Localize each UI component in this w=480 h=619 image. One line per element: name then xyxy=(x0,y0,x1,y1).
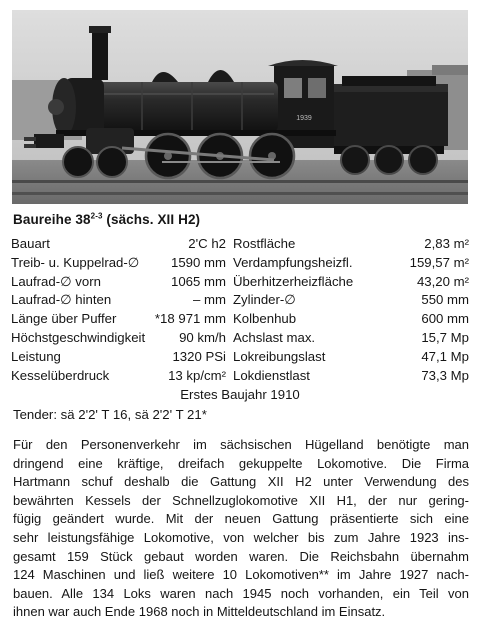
tender-line: Tender: sä 2'2' T 16, sä 2'2' T 21* xyxy=(13,407,207,422)
spec-label: Achslast max. xyxy=(233,329,316,345)
spec-label: Höchstgeschwindigkeit xyxy=(11,329,146,345)
spec-label: Kesselüberdruck xyxy=(11,367,110,383)
spec-value: 15,7 Mp xyxy=(421,329,469,345)
spec-label: Laufrad-∅ vorn xyxy=(11,273,101,289)
spec-label: Rostfläche xyxy=(233,236,296,251)
spec-value: 2,83 m² xyxy=(424,236,469,251)
spec-value: 13 kp/cm² xyxy=(168,367,226,383)
description-paragraph xyxy=(13,436,469,619)
spec-table xyxy=(11,236,469,386)
spec-label: Zylinder-∅ xyxy=(233,292,296,308)
spec-value: 2'C h2 xyxy=(188,236,226,251)
spec-column-right xyxy=(233,236,469,386)
spec-row xyxy=(11,311,226,330)
spec-row xyxy=(233,236,469,255)
spec-value: 1590 mm xyxy=(171,254,226,270)
spec-label: Bauart xyxy=(11,236,50,251)
spec-value: 43,20 m² xyxy=(416,273,469,289)
spec-label: Leistung xyxy=(11,348,61,364)
spec-row xyxy=(11,368,226,387)
spec-label: Lokreibungslast xyxy=(233,348,326,364)
heading-superscript: 2-3 xyxy=(90,211,103,221)
cab-number: 1939 xyxy=(296,115,312,122)
spec-row xyxy=(233,330,469,349)
spec-label: Treib- u. Kuppelrad-∅ xyxy=(11,254,140,270)
paragraph-line: dringend eine kräftige, dreifach gekuppelte Lokomotive. Die Firma xyxy=(13,455,469,471)
tender-shape xyxy=(330,76,448,174)
paragraph-line: Für den Personenverkehr im sächsischen Hügelland benötigte man xyxy=(13,437,469,452)
spec-row xyxy=(233,311,469,330)
paragraph-line: Hartmann schuf deshalb die Gattung XII H2 unter Verwendung des xyxy=(13,474,469,490)
spec-row xyxy=(11,236,226,255)
paragraph-line: sehr leistungsfähige Lokomotive, von welcher bis zum Jahre 1923 ins- xyxy=(13,529,469,545)
spec-row xyxy=(11,292,226,311)
spec-label: Länge über Puffer xyxy=(11,311,117,327)
paragraph-line: fügig geändert wurde. Mit der neuen Gattung präsentierte sich eine xyxy=(13,511,469,527)
spec-row xyxy=(233,274,469,293)
spec-row xyxy=(233,292,469,311)
spec-value: 47,1 Mp xyxy=(421,348,469,364)
paragraph-line: bauen. Alle 134 Loks waren nach 1945 noch vorhanden, ein Teil von xyxy=(13,585,469,601)
spec-value: 600 mm xyxy=(421,311,469,327)
spec-row xyxy=(11,349,226,368)
spec-column-left xyxy=(11,236,226,386)
spec-value: 159,57 m² xyxy=(409,254,469,270)
spec-row xyxy=(11,330,226,349)
paragraph-line: gesamt 159 Stück gebaut worden waren. Die Reichsbahn übernahm xyxy=(13,548,469,564)
heading-suffix: (sächs. XII H2) xyxy=(102,212,201,227)
spec-label: Verdampfungsheizfl. xyxy=(233,254,353,270)
series-heading xyxy=(13,212,200,227)
spec-label: Lokdienstlast xyxy=(233,367,310,383)
spec-row xyxy=(11,274,226,293)
spec-row xyxy=(233,349,469,368)
spec-value: 1320 PSi xyxy=(172,348,226,364)
paragraph-line: ihnen war auch Ende 1968 noch in Mitteldeutschland im Einsatz. xyxy=(13,604,386,619)
spec-row xyxy=(233,255,469,274)
spec-value: *18 971 mm xyxy=(154,311,226,327)
paragraph-line: bewährten Kessels der Schnellzuglokomotive XII H1, der nur gering- xyxy=(13,492,469,508)
spec-label: Überhitzerheizfläche xyxy=(233,273,354,289)
spec-row xyxy=(233,368,469,387)
spec-value: 1065 mm xyxy=(171,273,226,289)
spec-value: – mm xyxy=(193,292,226,308)
spec-value: 90 km/h xyxy=(179,329,226,345)
first-build-year: Erstes Baujahr 1910 xyxy=(180,387,300,402)
paragraph-line: 124 Maschinen und ließ weitere 10 Lokomotiven** im Jahre 1927 nach- xyxy=(13,567,469,583)
heading-prefix: Baureihe 38 xyxy=(13,212,91,227)
spec-value: 550 mm xyxy=(421,292,469,308)
spec-row xyxy=(11,255,226,274)
locomotive-photo xyxy=(12,10,468,204)
spec-value: 73,3 Mp xyxy=(421,367,469,383)
spec-label: Kolbenhub xyxy=(233,311,297,327)
spec-label: Laufrad-∅ hinten xyxy=(11,292,112,308)
